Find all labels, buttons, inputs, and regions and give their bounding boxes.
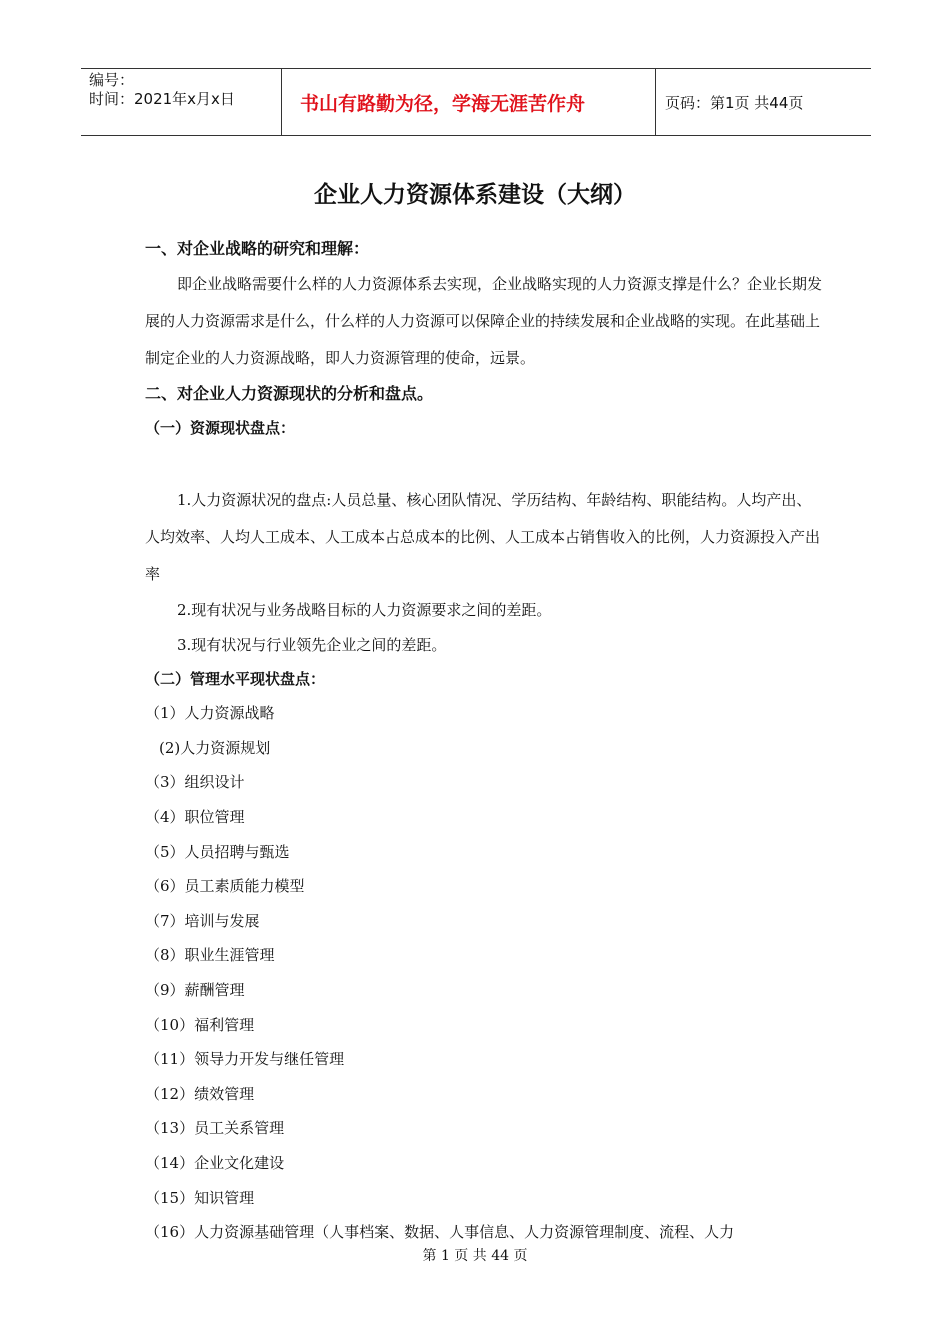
header-page-info: 页码：第1页 共44页: [665, 93, 804, 112]
document-body: [145, 232, 825, 1250]
list-item: （10）福利管理: [145, 1015, 255, 1034]
subsection1-heading: （一）资源现状盘点：: [145, 419, 296, 437]
list-item: （4）职位管理: [145, 807, 245, 826]
header-table: [81, 68, 871, 136]
list-item: （11）领导力开发与继任管理: [145, 1050, 345, 1069]
list-item: （1）人力资源战略: [145, 704, 275, 723]
list-item: （13）员工关系管理: [145, 1119, 285, 1138]
list-item: （15）知识管理: [145, 1188, 255, 1207]
list-item: （7）培训与发展: [145, 911, 260, 930]
time-label: 时间：2021年x月x日: [89, 90, 235, 108]
subsection2-heading: （二）管理水平现状盘点：: [145, 670, 326, 689]
list-item: （16）人力资源基础管理（人事档案、数据、人事信息、人力资源管理制度、流程、人力: [145, 1223, 735, 1242]
spacer: [145, 445, 825, 482]
subsection2-list: [145, 696, 825, 1250]
list-item: （8）职业生涯管理: [145, 946, 275, 965]
section1-paragraph: 即企业战略需要什么样的人力资源体系去实现，企业战略实现的人力资源支撑是什么？企业长期发展的人力资源需求是什么，什么样的人力资源可以保障企业的持续发展和企业战略的实现。在此基础上制定企业的人力资源战略，即人力资源管理的使命，远景。: [145, 275, 823, 367]
subsection1-item1: 1.人力资源状况的盘点:人员总量、核心团队情况、学历结构、年龄结构、职能结构。人均产出、人均效率、人均人工成本、人工成本占总成本的比例、人工成本占销售收入的比例，人力资源投入产出率: [145, 491, 821, 583]
list-item: （12）绩效管理: [145, 1084, 255, 1103]
list-item: （14）企业文化建设: [145, 1153, 285, 1172]
list-item: (2)人力资源规划: [159, 738, 271, 757]
list-item: （3）组织设计: [145, 773, 245, 792]
document-title: 企业人力资源体系建设（大纲）: [314, 182, 636, 208]
header-motto: 书山有路勤为径，学海无涯苦作舟: [282, 69, 656, 135]
list-item: （5）人员招聘与甄选: [145, 842, 290, 861]
list-item: （9）薪酬管理: [145, 980, 245, 999]
subsection1-item3: 3.现有状况与行业领先企业之间的差距。: [177, 635, 447, 654]
section2-heading: 二、对企业人力资源现状的分析和盘点。: [145, 384, 434, 403]
number-label: 编号：: [89, 71, 135, 89]
subsection1-item2: 2.现有状况与业务战略目标的人力资源要求之间的差距。: [177, 601, 552, 619]
page-footer: 第 1 页 共 44 页: [422, 1248, 528, 1264]
list-item: （6）员工素质能力模型: [145, 877, 305, 896]
header-meta: [81, 69, 282, 135]
section1-heading: 一、对企业战略的研究和理解：: [145, 239, 370, 258]
